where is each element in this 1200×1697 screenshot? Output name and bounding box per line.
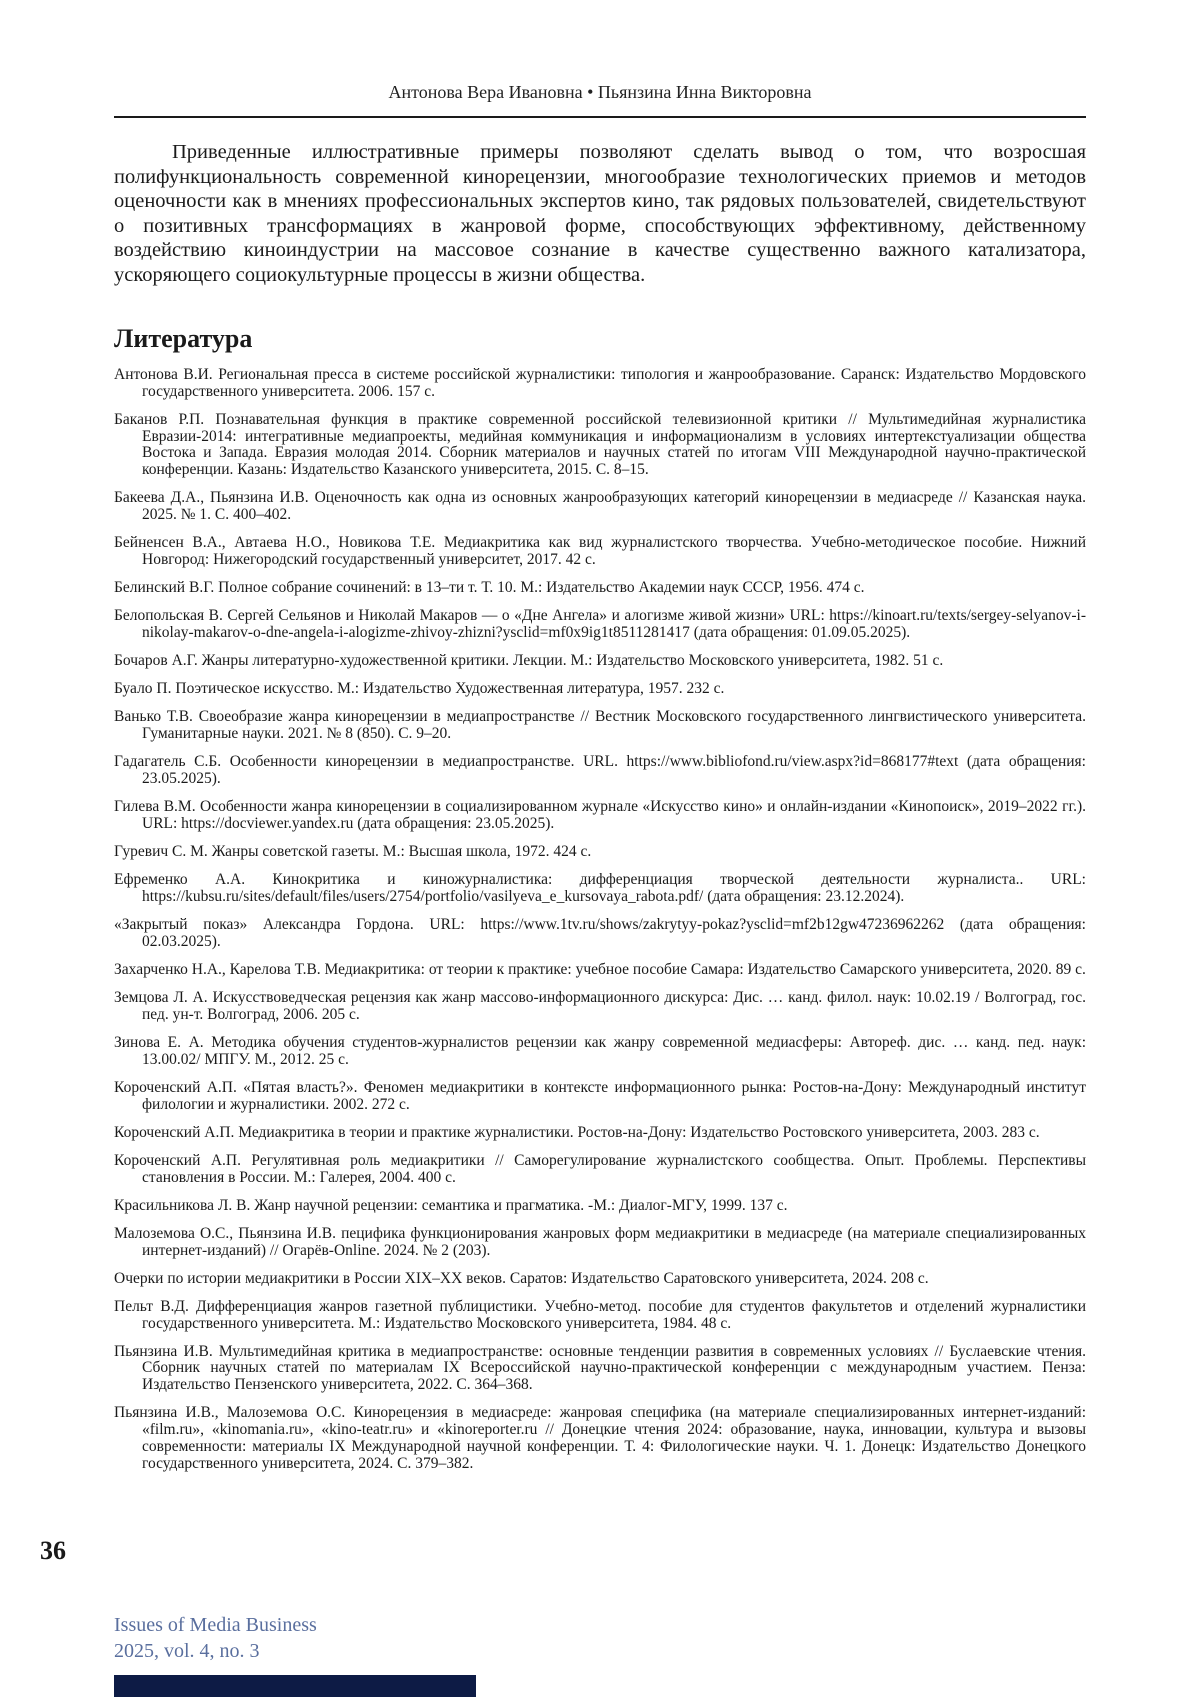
reference-item: Буало П. Поэтическое искусство. М.: Издательство Художественная литература, 1957. 232 с.: [114, 681, 1086, 698]
page-number: 36: [40, 1536, 66, 1566]
reference-item: Гилева В.М. Особенности жанра кинорецензии в социализированном журнале «Искусство кино» и онлайн-издании «Кинопоиск», 2019–2022 гг.). URL: https://docviewer.yandex.ru (дата обращения: 23.05.2025).: [114, 799, 1086, 833]
reference-item: Короченский А.П. «Пятая власть?». Феномен медиакритики в контексте информационного рынка: Ростов-на-Дону: Международный институт филологии и журналистики. 2002. 272 с.: [114, 1080, 1086, 1114]
reference-item: Антонова В.И. Региональная пресса в системе российской журналистики: типология и жанрообразование. Саранск: Издательство Мордовского государственного университета. 2006. 157 с.: [114, 367, 1086, 401]
reference-item: Очерки по истории медиакритики в России XIX–XX веков. Саратов: Издательство Саратовского университета, 2024. 208 с.: [114, 1271, 1086, 1288]
reference-item: Короченский А.П. Медиакритика в теории и практике журналистики. Ростов-на-Дону: Издательство Ростовского университета, 2003. 283 с.: [114, 1125, 1086, 1142]
reference-item: Гуревич С. М. Жанры советской газеты. М.: Высшая школа, 1972. 424 с.: [114, 844, 1086, 861]
footer-bar: [114, 1675, 476, 1697]
reference-item: Ефременко А.А. Кинокритика и киножурналистика: дифференциация творческой деятельности журналиста.. URL: https://kubsu.ru/sites/default/files/users/2754/portfolio/vasilyeva_e_kursovaya_rabota.pdf/ (дата обращения: 23.12.2024).: [114, 872, 1086, 906]
reference-item: Белопольская В. Сергей Сельянов и Николай Макаров — о «Дне Ангела» и алогизме живой жизни» URL: https://kinoart.ru/texts/sergey-selyanov-i-nikolay-makarov-o-dne-angela-i-alogizme-zhivoy-zhizni?ysclid=mf0x9ig1t8511281417 (дата обращения: 01.09.05.2025).: [114, 608, 1086, 642]
journal-name: Issues of Media Business: [114, 1612, 317, 1638]
reference-item: Ванько Т.В. Своеобразие жанра кинорецензии в медиапространстве // Вестник Московского государственного лингвистического университета. Гуманитарные науки. 2021. № 8 (850). С. 9–20.: [114, 709, 1086, 743]
reference-item: Бейненсен В.А., Автаева Н.О., Новикова Т.Е. Медиакритика как вид журналистского творчества. Учебно-методическое пособие. Нижний Новгород: Нижегородский государственный университет, 2017. 42 с.: [114, 535, 1086, 569]
reference-list: [114, 367, 1086, 1484]
reference-item: Красильникова Л. В. Жанр научной рецензии: семантика и прагматика. -М.: Диалог-МГУ, 1999. 137 с.: [114, 1198, 1086, 1215]
journal-info: [114, 1612, 317, 1664]
reference-item: Пьянзина И.В., Малоземова О.С. Кинорецензия в медиасреде: жанровая специфика (на материале специализированных интернет-изданий: «film.ru», «kinomania.ru», «kino-teatr.ru» и «kinoreporter.ru // Донецкие чтения 2024: образование, наука, инновации, культура и вызовы современности: материалы IX Международной научной конференции. Т. 4: Филологические науки. Ч. 1. Донецк: Издательство Донецкого государственного университета, 2024. С. 379–382.: [114, 1405, 1086, 1472]
header-divider: [114, 116, 1086, 118]
reference-item: Пельт В.Д. Дифференциация жанров газетной публицистики. Учебно-метод. пособие для студентов факультетов и отделений журналистики государственного университета. М.: Издательство Московского университета, 1984. 48 с.: [114, 1299, 1086, 1333]
running-head: Антонова Вера Ивановна • Пьянзина Инна Викторовна: [114, 82, 1086, 103]
reference-item: Зинова Е. А. Методика обучения студентов-журналистов рецензии как жанру современной медиасферы: Автореф. дис. … канд. пед. наук: 13.00.02/ МПГУ. М., 2012. 25 с.: [114, 1035, 1086, 1069]
reference-item: Бакеева Д.А., Пьянзина И.В. Оценочность как одна из основных жанрообразующих категорий кинорецензии в медиасреде // Казанская наука. 2025. № 1. С. 400–402.: [114, 490, 1086, 524]
reference-item: Захарченко Н.А., Карелова Т.В. Медиакритика: от теории к практике: учебное пособие Самара: Издательство Самарского университета, 2020. 89 с.: [114, 962, 1086, 979]
references-heading: Литература: [114, 324, 252, 354]
reference-item: «Закрытый показ» Александра Гордона. URL: https://www.1tv.ru/shows/zakrytyy-pokaz?ysclid=mf2b12gw47236962262 (дата обращения: 02.03.2025).: [114, 917, 1086, 951]
reference-item: Малоземова О.С., Пьянзина И.В. пецифика функционирования жанровых форм медиакритики в медиасреде (на материале специализированных интернет-изданий) // Огарёв-Online. 2024. № 2 (203).: [114, 1226, 1086, 1260]
reference-item: Гадагатель С.Б. Особенности кинорецензии в медиапространстве. URL. https://www.bibliofond.ru/view.aspx?id=868177#text (дата обращения: 23.05.2025).: [114, 754, 1086, 788]
reference-item: Короченский А.П. Регулятивная роль медиакритики // Саморегулирование журналистского сообщества. Опыт. Проблемы. Перспективы становления в России. М.: Галерея, 2004. 400 с.: [114, 1153, 1086, 1187]
reference-item: Баканов Р.П. Познавательная функция в практике современной российской телевизионной критики // Мультимедийная журналистика Евразии-2014: интегративные медиапроекты, медийная коммуникация и информационализм в условиях интертекстуализации общества Востока и Запада. Евразия молодая 2014. Сборник материалов и научных статей по итогам VIII Международной научно-практической конференции. Казань: Издательство Казанского университета, 2015. С. 8–15.: [114, 412, 1086, 479]
body-paragraph: Приведенные иллюстративные примеры позволяют сделать вывод о том, что возросшая полифункциональность современной кинорецензии, многообразие технологических приемов и методов оценочности как в мнениях профессиональных экспертов кино, так рядовых пользователей, свидетельствуют о позитивных трансформациях в жанровой форме, способствующих эффективному, действенному воздействию киноиндустрии на массовое сознание в качестве существенно важного катализатора, ускоряющего социокультурные процессы в жизни общества.: [114, 140, 1086, 287]
reference-item: Бочаров А.Г. Жанры литературно-художественной критики. Лекции. М.: Издательство Московского университета, 1982. 51 с.: [114, 653, 1086, 670]
reference-item: Белинский В.Г. Полное собрание сочинений: в 13–ти т. Т. 10. М.: Издательство Академии наук СССР, 1956. 474 с.: [114, 580, 1086, 597]
reference-item: Земцова Л. А. Искусствоведческая рецензия как жанр массово-информационного дискурса: Дис. … канд. филол. наук: 10.02.19 / Волгоград, гос. пед. ун-т. Волгоград, 2006. 205 с.: [114, 990, 1086, 1024]
reference-item: Пьянзина И.В. Мультимедийная критика в медиапространстве: основные тенденции развития в современных условиях // Буслаевские чтения. Сборник научных статей по материалам IX Всероссийской научно-практической конференции с международным участием. Пенза: Издательство Пензенского университета, 2022. С. 364–368.: [114, 1344, 1086, 1394]
journal-issue: 2025, vol. 4, no. 3: [114, 1638, 317, 1664]
